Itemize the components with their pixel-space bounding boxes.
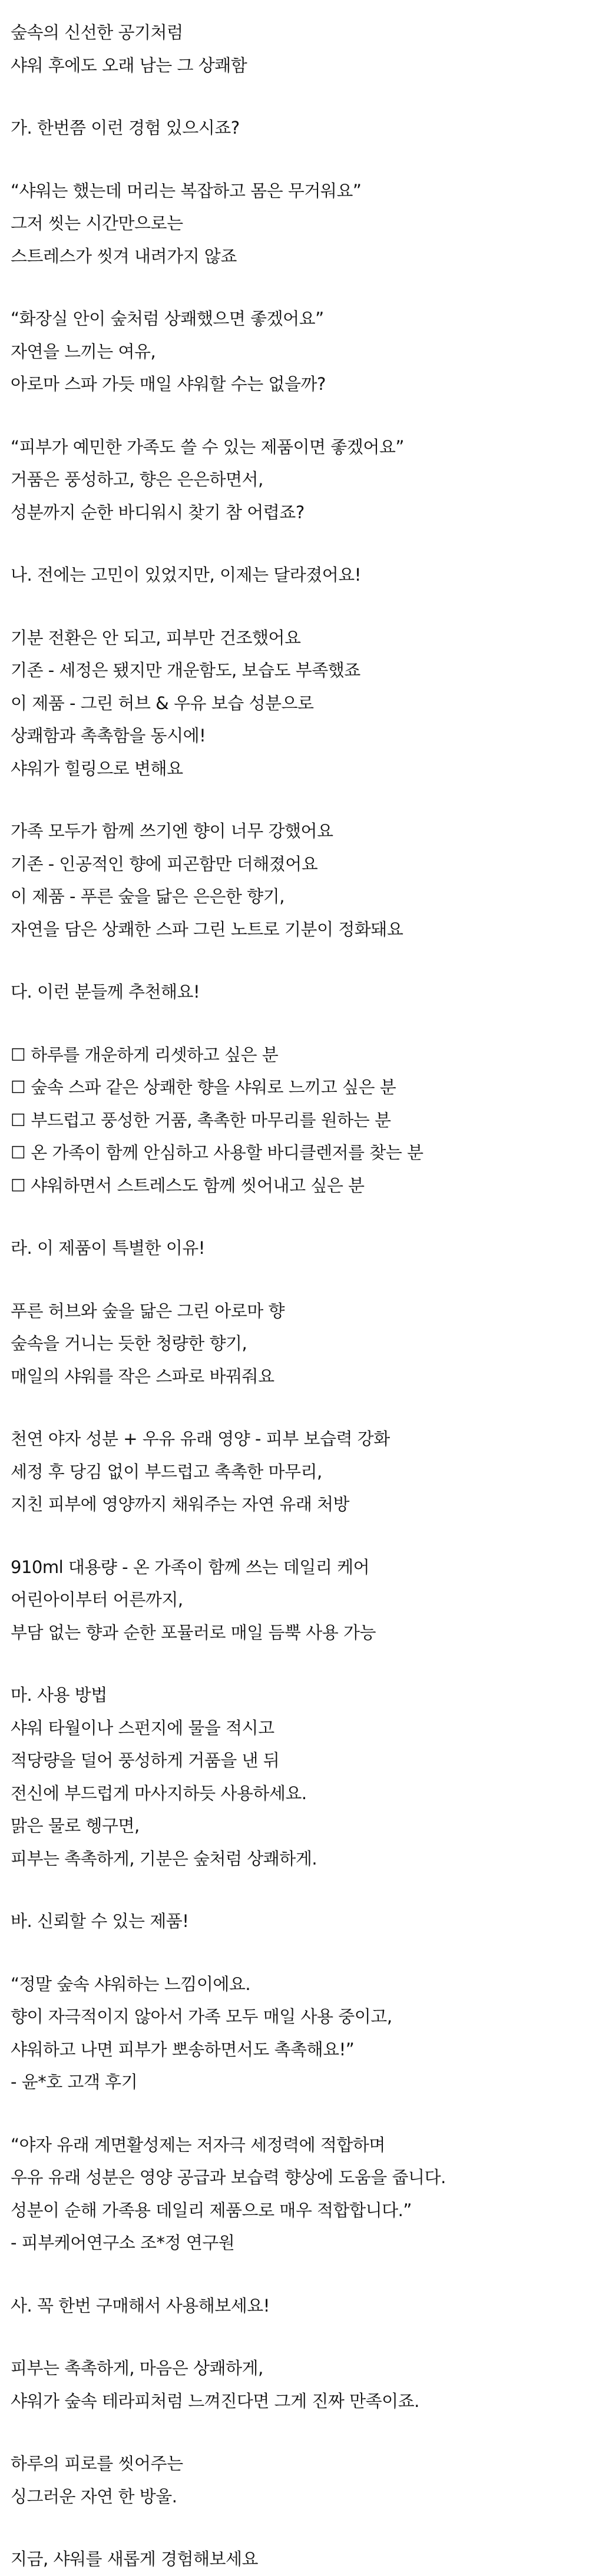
text-line: 아로마 스파 가듯 매일 샤워할 수는 없을까? [11,374,326,394]
text-line: 라. 이 제품이 특별한 이유! [11,1238,205,1258]
text-line: 피부는 촉촉하게, 마음은 상쾌하게, [11,2358,263,2378]
text-line: 부담 없는 향과 순한 포뮬러로 매일 듬뿍 사용 가능 [11,1622,376,1643]
text-paragraph [11,1232,589,1265]
text-paragraph [11,2290,589,2323]
text-paragraph [11,622,589,786]
text-line: 지친 피부에 영양까지 채워주는 자연 유래 처방 [11,1494,350,1514]
text-line: - 윤*호 고객 후기 [11,2072,138,2092]
text-paragraph [11,303,589,401]
text-line: 이 제품 - 그린 허브 & 우유 보습 성분으로 [11,693,314,713]
text-line: 맑은 물로 헹구면, [11,1816,140,1836]
text-paragraph [11,112,589,145]
text-line: 전신에 부드럽게 마사지하듯 사용하세요. [11,1783,307,1803]
text-line: 거품은 풍성하고, 향은 은은하면서, [11,469,263,489]
text-paragraph [11,16,589,82]
text-line: 샤워 타월이나 스펀지에 물을 적시고 [11,1717,274,1738]
text-line: 숲속을 거니는 듯한 청량한 향기, [11,1333,247,1353]
text-paragraph [11,1295,589,1393]
text-paragraph [11,2352,589,2418]
text-line: “샤워는 했는데 머리는 복잡하고 몸은 무거워요” [11,180,362,201]
text-line: 어린아이부터 어른까지, [11,1590,183,1610]
text-line: 자연을 담은 상쾌한 스파 그린 노트로 기분이 정화돼요 [11,919,403,939]
text-paragraph [11,2543,589,2576]
text-line: 피부는 촉촉하게, 기분은 숲처럼 상쾌하게. [11,1848,317,1869]
text-line: “화장실 안이 숲처럼 상쾌했으면 좋겠어요” [11,309,324,329]
text-line: 샤워가 힐링으로 변해요 [11,758,183,779]
text-line: 하루의 피로를 씻어주는 [11,2454,183,2474]
text-line: 푸른 허브와 숲을 닮은 그린 아로마 향 [11,1300,285,1321]
text-paragraph [11,2448,589,2513]
text-line: 상쾌함과 촉촉함을 동시에! [11,726,206,746]
text-paragraph [11,1679,589,1875]
text-line: 기존 - 인공적인 향에 피곤함만 더해졌어요 [11,853,318,874]
text-line: 샤워 후에도 오래 남는 그 상쾌함 [11,55,247,75]
text-line: 910ml 대용량 - 온 가족이 함께 쓰는 데일리 케어 [11,1557,370,1577]
text-line: 샤워하고 나면 피부가 뽀송하면서도 촉촉해요!” [11,2039,355,2060]
text-line: ☐ 부드럽고 풍성한 거품, 촉촉한 마무리를 원하는 분 [11,1110,391,1130]
text-line: 숲속의 신선한 공기처럼 [11,22,183,42]
text-line: 스트레스가 씻겨 내려가지 않죠 [11,246,237,266]
text-line: 천연 야자 성분 + 우유 유래 영양 - 피부 보습력 강화 [11,1429,390,1449]
text-paragraph [11,1039,589,1203]
text-line: ☐ 숲속 스파 같은 상쾌한 향을 샤워로 느끼고 싶은 분 [11,1077,396,1097]
text-line: 적당량을 덜어 풍성하게 거품을 낸 뒤 [11,1750,280,1770]
text-line: “야자 유래 계면활성제는 저자극 세정력에 적합하며 [11,2134,385,2155]
text-line: 그저 씻는 시간만으로는 [11,213,183,233]
text-paragraph [11,2129,589,2260]
text-line: 자연을 느끼는 여유, [11,341,156,362]
text-line: ☐ 하루를 개운하게 리셋하고 싶은 분 [11,1044,279,1065]
text-line: “정말 숲속 샤워하는 느낌이에요. [11,1974,251,1994]
text-line: 매일의 샤워를 작은 스파로 바꿔줘요 [11,1366,274,1386]
text-line: 향이 자극적이지 않아서 가족 모두 매일 사용 중이고, [11,2007,392,2027]
text-paragraph [11,1551,589,1650]
text-line: “피부가 예민한 가족도 쓸 수 있는 제품이면 좋겠어요” [11,436,404,457]
text-line: ☐ 온 가족이 함께 안심하고 사용할 바디클렌저를 찾는 분 [11,1143,423,1163]
text-line: 세정 후 당김 없이 부드럽고 촉촉한 마무리, [11,1461,322,1482]
text-line: 지금, 샤워를 새롭게 경험해보세요 [11,2549,259,2569]
text-line: 이 제품 - 푸른 숲을 닮은 은은한 향기, [11,886,284,906]
text-line: 다. 이런 분들께 추천해요! [11,982,200,1002]
text-paragraph [11,559,589,592]
text-paragraph [11,976,589,1009]
text-line: 마. 사용 방법 [11,1685,107,1705]
text-line: 싱그러운 자연 한 방울. [11,2486,177,2507]
text-line: 샤워가 숲속 테라피처럼 느껴진다면 그게 진짜 만족이죠. [11,2390,419,2411]
text-line: 기분 전환은 안 되고, 피부만 건조했어요 [11,627,301,648]
text-paragraph [11,175,589,273]
text-line: 기존 - 세정은 됐지만 개운함도, 보습도 부족했죠 [11,660,360,680]
text-line: ☐ 샤워하면서 스트레스도 함께 씻어내고 싶은 분 [11,1175,365,1196]
text-line: - 피부케어연구소 조*정 연구원 [11,2233,235,2253]
text-line: 우유 유래 성분은 영양 공급과 보습력 향상에 도움을 줍니다. [11,2167,446,2187]
text-paragraph [11,1423,589,1521]
text-line: 성분까지 순한 바디워시 찾기 참 어렵죠? [11,502,305,522]
text-paragraph [11,431,589,529]
text-line: 가족 모두가 함께 쓰기엔 향이 너무 강했어요 [11,821,333,841]
text-line: 성분이 순해 가족용 데일리 제품으로 매우 적합합니다.” [11,2200,412,2220]
text-paragraph [11,1968,589,2099]
text-line: 바. 신뢰할 수 있는 제품! [11,1911,189,1931]
text-paragraph [11,815,589,946]
text-line: 사. 꼭 한번 구매해서 사용해보세요! [11,2295,270,2316]
text-line: 가. 한번쯤 이런 경험 있으시죠? [11,118,240,138]
text-line: 나. 전에는 고민이 있었지만, 이제는 달라졌어요! [11,565,361,585]
text-paragraph [11,1905,589,1938]
